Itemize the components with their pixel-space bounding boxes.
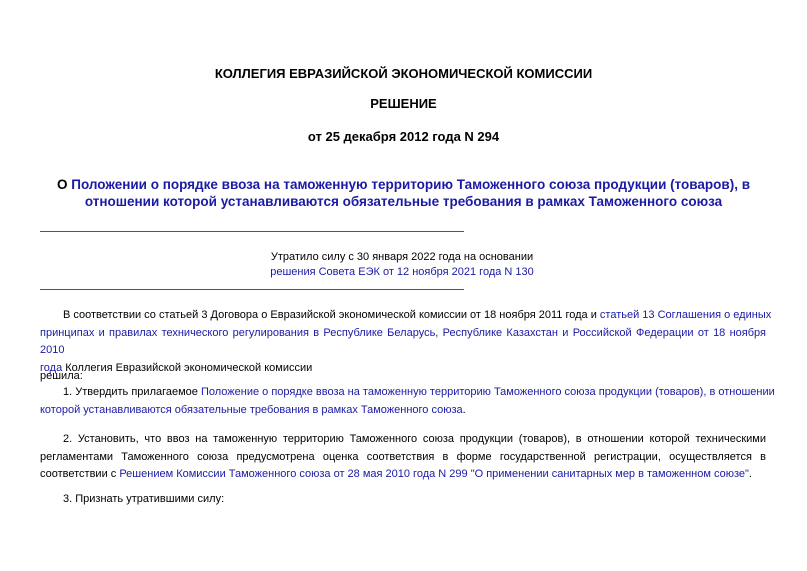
- bottom-divider: [40, 289, 464, 290]
- repeal-notice-line: [40, 265, 764, 280]
- document-title-line-1: [0, 176, 807, 193]
- title-link-part-1[interactable]: Положении о порядке ввоза на таможенную территорию Таможенного союза продукции (товаров), в: [71, 177, 751, 192]
- item-2-link[interactable]: Решением Комиссии Таможенного союза от 28 мая 2010 года N 299 "О применении санитарных мер в таможенном союзе": [119, 468, 749, 480]
- decided-label: решила:: [40, 370, 83, 382]
- item-1-line-2: [40, 402, 766, 420]
- item-2-line-3-prefix: соответствии с: [40, 468, 120, 480]
- preamble-closing-text: Коллегия Евразийской экономической комиссии: [62, 361, 313, 374]
- preamble-paragraph: [40, 307, 772, 377]
- preamble-link-part-2[interactable]: принципах и правилах технического регулирования в Республике Беларусь, Республике Казахстан и Российской Федерации от 18 ноября 2010: [40, 326, 766, 356]
- item-3-paragraph: [40, 491, 766, 509]
- item-2-line-2: регламентами Таможенного союза предусмотрена оценка соответствия в форме государственной регистрации, осуществляется в: [40, 450, 766, 463]
- item-2-line-1: 2. Установить, что ввоз на таможенную территорию Таможенного союза продукции (товаров), в отношении которой техническими: [63, 433, 766, 445]
- title-link-part-2[interactable]: отношении которой устанавливаются обязательные требования в рамках Таможенного союза: [84, 194, 723, 209]
- item-1-link-part-1[interactable]: Положение о порядке ввоза на таможенную территорию Таможенного союза продукции (товаров), в отношении: [200, 386, 775, 398]
- document-date-number: от 25 декабря 2012 года N 294: [307, 129, 500, 144]
- organization-heading: КОЛЛЕГИЯ ЕВРАЗИЙСКОЙ ЭКОНОМИЧЕСКОЙ КОМИССИИ: [214, 66, 593, 81]
- preamble-line-1: [40, 307, 772, 325]
- repeal-decision-link[interactable]: решения Совета ЕЭК от 12 ноября 2021 года N 130: [270, 266, 534, 278]
- item-1-suffix: .: [462, 403, 466, 416]
- preamble-text: В соответствии со статьей 3 Договора о Евразийской экономической комиссии от 18 ноября 2011 года и: [63, 309, 600, 321]
- item-2-paragraph: [40, 431, 766, 484]
- item-1-link-part-2[interactable]: которой устанавливаются обязательные требования в рамках Таможенного союза: [40, 403, 463, 416]
- title-prefix: О: [56, 177, 72, 192]
- preamble-link-part-3[interactable]: года: [40, 361, 63, 374]
- document-title-line-2: [0, 193, 807, 210]
- top-divider: [40, 231, 464, 232]
- item-1-paragraph: [40, 384, 775, 419]
- item-1-prefix: 1. Утвердить прилагаемое: [63, 386, 201, 398]
- item-3-line-1: 3. Признать утратившими силу:: [63, 493, 225, 505]
- document-type-heading: РЕШЕНИЕ: [370, 96, 437, 111]
- preamble-line-2: [40, 325, 766, 360]
- preamble-link-part-1[interactable]: статьей 13 Соглашения о единых: [599, 309, 772, 321]
- item-1-line-1: [40, 384, 775, 402]
- item-2-line-3: [40, 466, 766, 484]
- item-2-suffix: .: [748, 468, 752, 480]
- repeal-notice-text: Утратило силу с 30 января 2022 года на основании: [270, 251, 534, 263]
